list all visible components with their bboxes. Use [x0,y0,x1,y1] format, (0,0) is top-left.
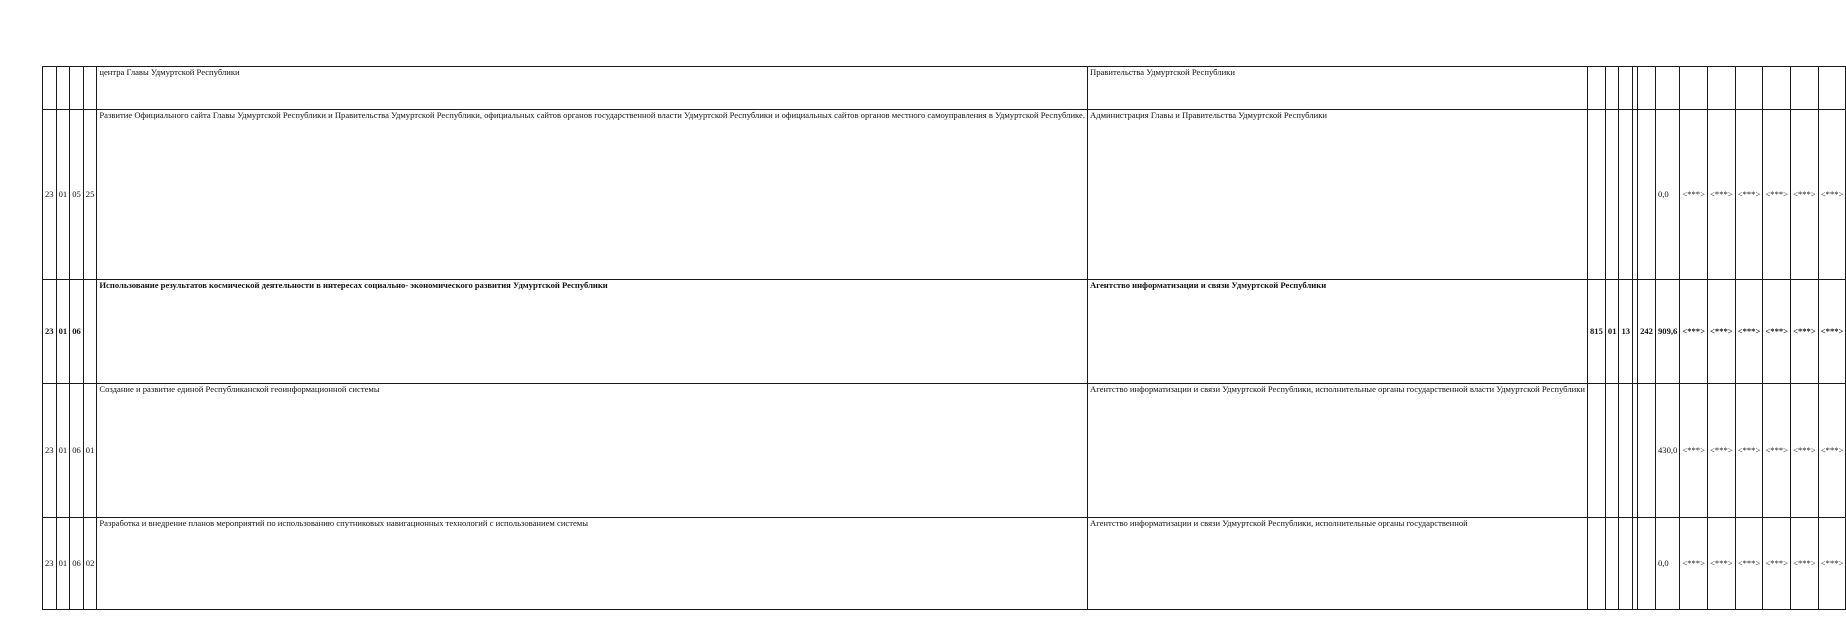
cell-description: центра Главы Удмуртской Республики [97,67,1088,110]
cell-vr: 242 [1638,280,1656,384]
table-row [43,384,1846,518]
cell-amount: 430,0 [1655,384,1679,518]
cell-year-1: <***> [1680,518,1708,610]
cell-pp [56,67,70,110]
cell-om: 05 [70,110,84,280]
cell-om [70,67,84,110]
table-row [43,110,1846,280]
cell-amount: 909,6 [1655,280,1679,384]
cell-year-3 [1735,67,1763,110]
cell-grbs: 815 [1588,280,1606,384]
cell-m: 02 [83,518,97,610]
cell-year-1: <***> [1680,384,1708,518]
cell-grbs [1588,67,1606,110]
cell-year-4: <***> [1763,280,1791,384]
table-row [43,518,1846,610]
cell-year-4: <***> [1763,518,1791,610]
cell-pr [1619,384,1633,518]
cell-amount: 0,0 [1655,110,1679,280]
cell-vr [1638,384,1656,518]
cell-year-4: <***> [1763,384,1791,518]
cell-gp: 23 [43,518,57,610]
cell-amount: 0,0 [1655,518,1679,610]
cell-pp: 01 [56,110,70,280]
cell-pp: 01 [56,280,70,384]
cell-vr [1638,518,1656,610]
cell-om: 06 [70,518,84,610]
cell-year-2 [1708,67,1736,110]
cell-om: 06 [70,280,84,384]
cell-year-3: <***> [1735,110,1763,280]
cell-m [83,280,97,384]
budget-table [42,66,1846,610]
cell-executor: Администрация Главы и Правительства Удмуртской Республики [1087,110,1587,280]
cell-pr [1619,110,1633,280]
cell-gp [43,67,57,110]
cell-year-6: <***> [1818,518,1846,610]
cell-rz [1605,110,1619,280]
cell-year-2: <***> [1708,280,1736,384]
cell-vr [1638,67,1656,110]
cell-year-1: <***> [1680,110,1708,280]
cell-om: 06 [70,384,84,518]
cell-executor: Агентство информатизации и связи Удмуртской Республики, исполнительные органы государственной [1087,518,1587,610]
cell-rz [1605,384,1619,518]
cell-rz [1605,518,1619,610]
cell-year-3: <***> [1735,384,1763,518]
cell-year-5 [1791,67,1819,110]
cell-year-5: <***> [1791,110,1819,280]
cell-year-2: <***> [1708,384,1736,518]
cell-grbs [1588,384,1606,518]
cell-pr [1619,518,1633,610]
cell-m: 25 [83,110,97,280]
cell-description: Разработка и внедрение планов мероприятий по использованию спутниковых навигационных технологий с использованием системы [97,518,1088,610]
cell-pr [1619,67,1633,110]
cell-year-6: <***> [1818,280,1846,384]
cell-m [83,67,97,110]
cell-year-2: <***> [1708,518,1736,610]
cell-year-4 [1763,67,1791,110]
cell-amount [1655,67,1679,110]
cell-grbs [1588,518,1606,610]
cell-vr [1638,110,1656,280]
cell-year-1: <***> [1680,280,1708,384]
cell-year-5: <***> [1791,518,1819,610]
cell-rz: 01 [1605,280,1619,384]
cell-year-6: <***> [1818,110,1846,280]
document-page [42,66,1846,610]
cell-executor: Правительства Удмуртской Республики [1087,67,1587,110]
cell-m: 01 [83,384,97,518]
cell-executor: Агентство информатизации и связи Удмуртской Республики [1087,280,1587,384]
cell-pr: 13 [1619,280,1633,384]
cell-gp: 23 [43,110,57,280]
cell-pp: 01 [56,384,70,518]
cell-description: Использование результатов космической деятельности в интересах социально- экономического развития Удмуртской Республики [97,280,1088,384]
cell-year-5: <***> [1791,280,1819,384]
cell-year-3: <***> [1735,280,1763,384]
table-row [43,280,1846,384]
cell-rz [1605,67,1619,110]
cell-year-2: <***> [1708,110,1736,280]
cell-executor: Агентство информатизации и связи Удмуртской Республики, исполнительные органы государственной власти Удмуртской Республики [1087,384,1587,518]
cell-year-6: <***> [1818,384,1846,518]
cell-year-1 [1680,67,1708,110]
cell-description: Развитие Официального сайта Главы Удмуртской Республики и Правительства Удмуртской Республики, официальных сайтов органов государственной власти Удмуртской Республики и официальных сайтов органов местного самоуправления в Удмуртской Республике. [97,110,1088,280]
cell-gp: 23 [43,384,57,518]
cell-pp: 01 [56,518,70,610]
cell-year-6 [1818,67,1846,110]
cell-description: Создание и развитие единой Республиканской геоинформационной системы [97,384,1088,518]
cell-gp: 23 [43,280,57,384]
table-row [43,67,1846,110]
cell-year-5: <***> [1791,384,1819,518]
cell-year-3: <***> [1735,518,1763,610]
cell-year-4: <***> [1763,110,1791,280]
cell-grbs [1588,110,1606,280]
